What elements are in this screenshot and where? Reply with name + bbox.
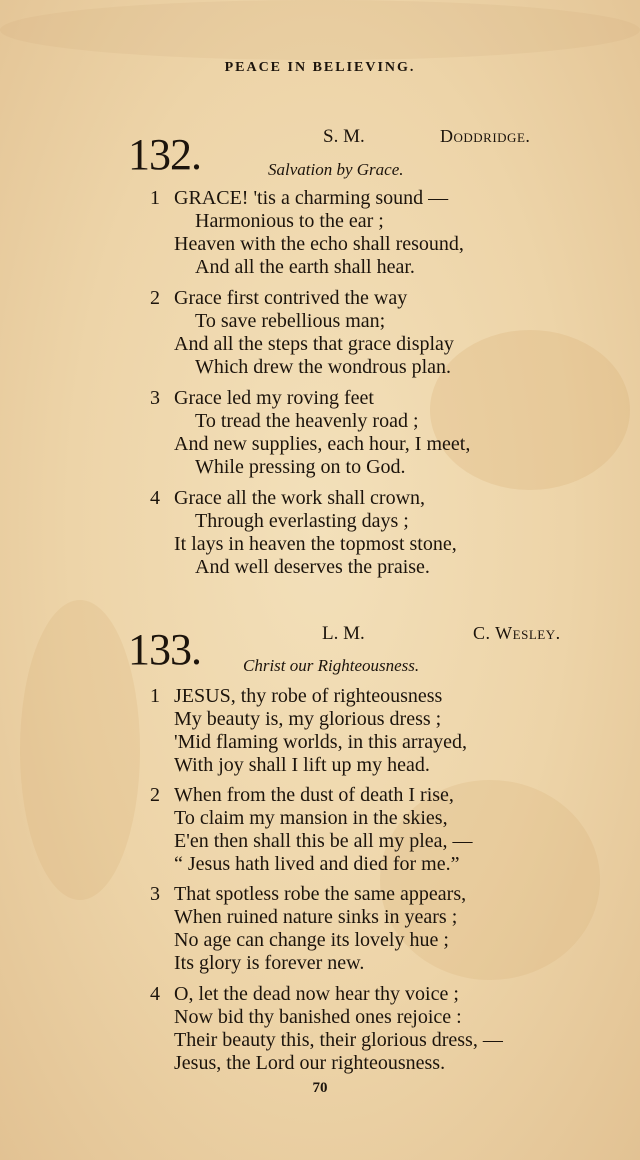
stanza-number: 1	[150, 685, 160, 707]
verse-line: GRACE! 'tis a charming sound —	[174, 187, 449, 209]
verse-line: To save rebellious man;	[195, 310, 386, 332]
verse-line: When from the dust of death I rise,	[174, 784, 454, 806]
paper-stain	[20, 600, 140, 900]
verse-line: No age can change its lovely hue ;	[174, 929, 449, 951]
stanza-number: 2	[150, 287, 160, 309]
verse-line: While pressing on to God.	[195, 456, 406, 478]
hymn-number: 133.	[128, 625, 201, 674]
stanza-number: 4	[150, 983, 160, 1005]
stanza	[150, 387, 470, 479]
verse-line: And new supplies, each hour, I meet,	[174, 433, 471, 455]
page-number: 70	[312, 1080, 328, 1096]
verse-line: 'Mid flaming worlds, in this arrayed,	[174, 731, 467, 753]
hymn-number: 132.	[128, 130, 201, 179]
stanza	[150, 784, 473, 876]
stanza	[150, 187, 464, 279]
verse-line: And all the earth shall hear.	[195, 256, 415, 278]
verse-line: Grace first contrived the way	[174, 287, 408, 309]
stanza-number: 1	[150, 187, 160, 209]
verse-line: And all the steps that grace display	[174, 333, 454, 355]
stanza-number: 4	[150, 487, 160, 509]
hymn-author: Doddridge.	[440, 126, 531, 146]
hymn-subtitle: Christ our Righteousness.	[243, 656, 420, 675]
stanza-number: 3	[150, 883, 160, 905]
verse-line: Harmonious to the ear ;	[195, 210, 384, 232]
verse-line: JESUS, thy robe of righteousness	[174, 685, 443, 707]
stanza	[150, 287, 454, 379]
hymn-author: C. Wesley.	[473, 623, 561, 643]
verse-line: It lays in heaven the topmost stone,	[174, 533, 457, 555]
verse-line: That spotless robe the same appears,	[174, 883, 467, 905]
verse-line: When ruined nature sinks in years ;	[174, 906, 458, 928]
paper-stain	[0, 0, 640, 60]
verse-line: E'en then shall this be all my plea, —	[174, 830, 473, 852]
hymn-meter: S. M.	[323, 126, 365, 147]
verse-line: Through everlasting days ;	[195, 510, 409, 532]
verse-line: To claim my mansion in the skies,	[174, 807, 448, 829]
hymn-subtitle: Salvation by Grace.	[268, 160, 404, 179]
verse-line: Their beauty this, their glorious dress, —	[174, 1029, 503, 1051]
verse-line: To tread the heavenly road ;	[195, 410, 419, 432]
verse-line: Which drew the wondrous plan.	[195, 356, 452, 378]
stanza	[150, 685, 467, 777]
stanza	[150, 487, 457, 579]
verse-line: Now bid thy banished ones rejoice :	[174, 1006, 462, 1028]
stanza	[150, 883, 466, 975]
verse-line: My beauty is, my glorious dress ;	[174, 708, 442, 730]
verse-line: Grace all the work shall crown,	[174, 487, 426, 509]
hymn-meter: L. M.	[322, 623, 365, 644]
verse-line: Heaven with the echo shall resound,	[174, 233, 464, 255]
verse-line: “ Jesus hath lived and died for me.”	[174, 853, 460, 875]
stanza	[150, 983, 503, 1075]
stanza-number: 2	[150, 784, 160, 806]
verse-line: O, let the dead now hear thy voice ;	[174, 983, 459, 1005]
running-head: PEACE IN BELIEVING.	[224, 60, 416, 75]
verse-line: Jesus, the Lord our righteousness.	[174, 1052, 446, 1074]
verse-line: Its glory is forever new.	[174, 952, 365, 974]
verse-line: Grace led my roving feet	[174, 387, 374, 409]
stanza-number: 3	[150, 387, 160, 409]
verse-line: With joy shall I lift up my head.	[174, 754, 430, 776]
verse-line: And well deserves the praise.	[195, 556, 430, 578]
